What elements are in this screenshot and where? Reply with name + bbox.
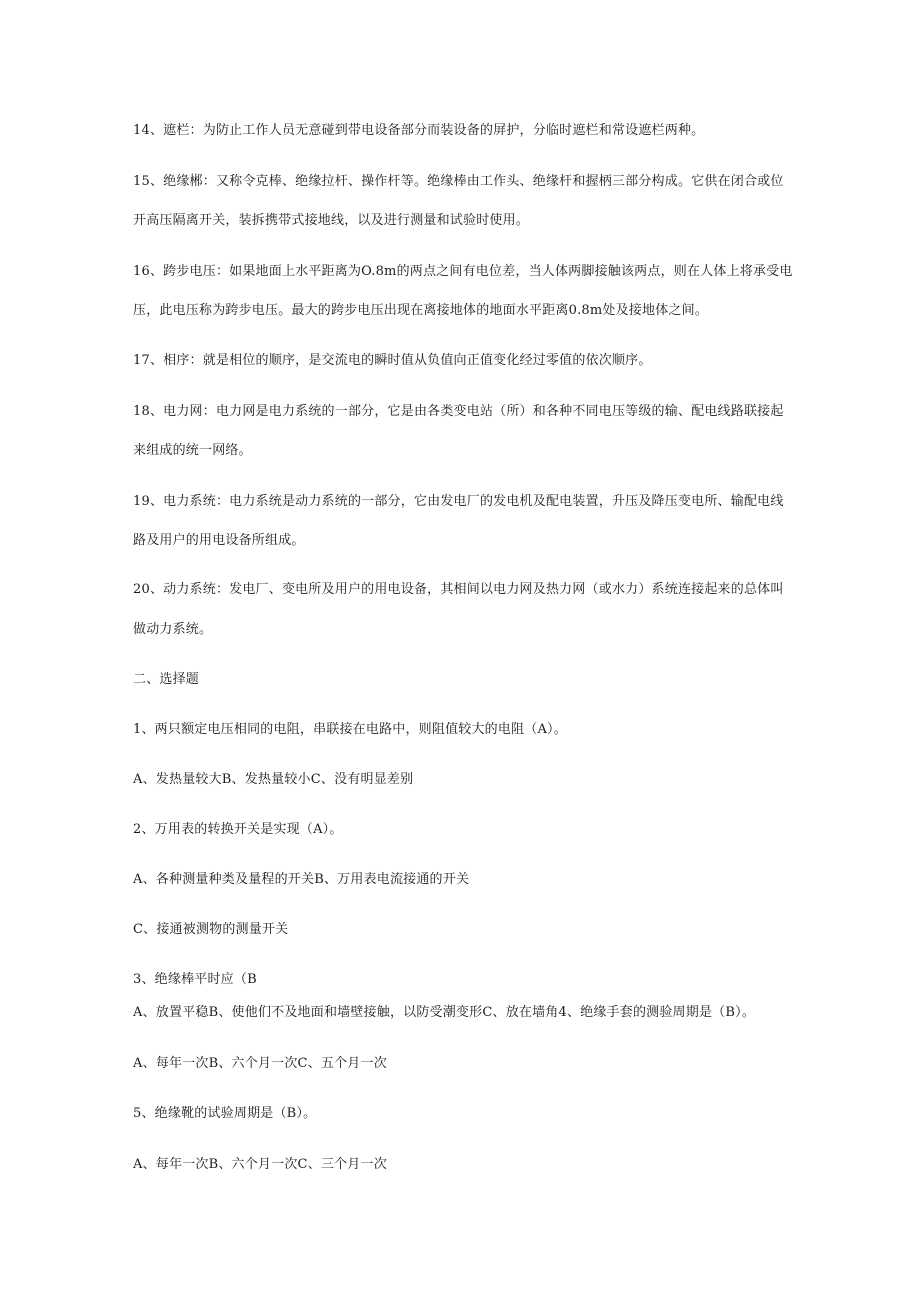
text-line-def-15: 15、绝缘郴：又称令克棒、绝缘拉杆、操作杆等。绝缘棒由工作头、绝缘杆和握柄三部分构成。它供在闭合或位 (133, 174, 784, 189)
text-line-q5-options: A、每年一次B、六个月一次C、三个月一次 (133, 1157, 387, 1172)
text-line-q1: 1、两只额定电压相同的电阻，串联接在电路中，则阻值较大的电阻（A）。 (133, 722, 567, 737)
text-line-def-19-cont: 路及用户的用电设备所组成。 (133, 533, 305, 548)
text-line-q3-options: A、放置平稳B、使他们不及地面和墙壁接触，以防受潮变形C、放在墙角4、绝缘手套的测验周期是（B）。 (133, 1005, 756, 1020)
text-line-def-18: 18、电力网：电力网是电力系统的一部分，它是由各类变电站（所）和各种不同电压等级的输、配电线路联接起 (133, 404, 784, 419)
text-line-def-20-cont: 做动力系统。 (133, 622, 213, 637)
text-line-def-16-cont: 压，此电压称为跨步电压。最大的跨步电压出现在离接地体的地面水平距离0.8m处及接地体之间。 (133, 303, 709, 318)
text-line-q4-options: A、每年一次B、六个月一次C、五个月一次 (133, 1056, 387, 1071)
text-line-def-17: 17、相序：就是相位的顺序，是交流电的瞬时值从负值向正值变化经过零值的依次顺序。 (133, 353, 652, 368)
text-line-q5: 5、绝缘靴的试验周期是（B）。 (133, 1106, 317, 1121)
text-line-q2-options-cont: C、接通被测物的测量开关 (133, 922, 289, 937)
text-line-def-20: 20、动力系统：发电厂、变电所及用户的用电设备，其相间以电力网及热力网（或水力）系统连接起来的总体叫 (133, 582, 784, 597)
text-line-q1-options: A、发热量较大B、发热量较小C、没有明显差别 (133, 772, 414, 787)
text-line-q2: 2、万用表的转换开关是实现（A）。 (133, 822, 343, 837)
text-line-def-18-cont: 来组成的统一网络。 (133, 443, 252, 458)
text-line-def-15-cont: 开高压隔离开关，装拆携带式接地线，以及进行测量和试验时使用。 (133, 213, 530, 228)
text-line-q3: 3、绝缘棒平时应（B (133, 972, 257, 987)
text-line-def-14: 14、遮栏：为防止工作人员无意碰到带电设备部分而装设备的屏护，分临时遮栏和常设遮栏两种。 (133, 123, 705, 138)
section-heading-choice: 二、选择题 (133, 672, 200, 687)
text-line-def-19: 19、电力系统：电力系统是动力系统的一部分，它由发电厂的发电机及配电装置，升压及降压变电所、输配电线 (133, 494, 784, 509)
text-line-def-16: 16、跨步电压：如果地面上水平距离为O.8m的两点之间有电位差，当人体两脚接触该两点，则在人体上将承受电 (133, 264, 793, 279)
text-line-q2-options: A、各种测量种类及量程的开关B、万用表电流接通的开关 (133, 872, 470, 887)
